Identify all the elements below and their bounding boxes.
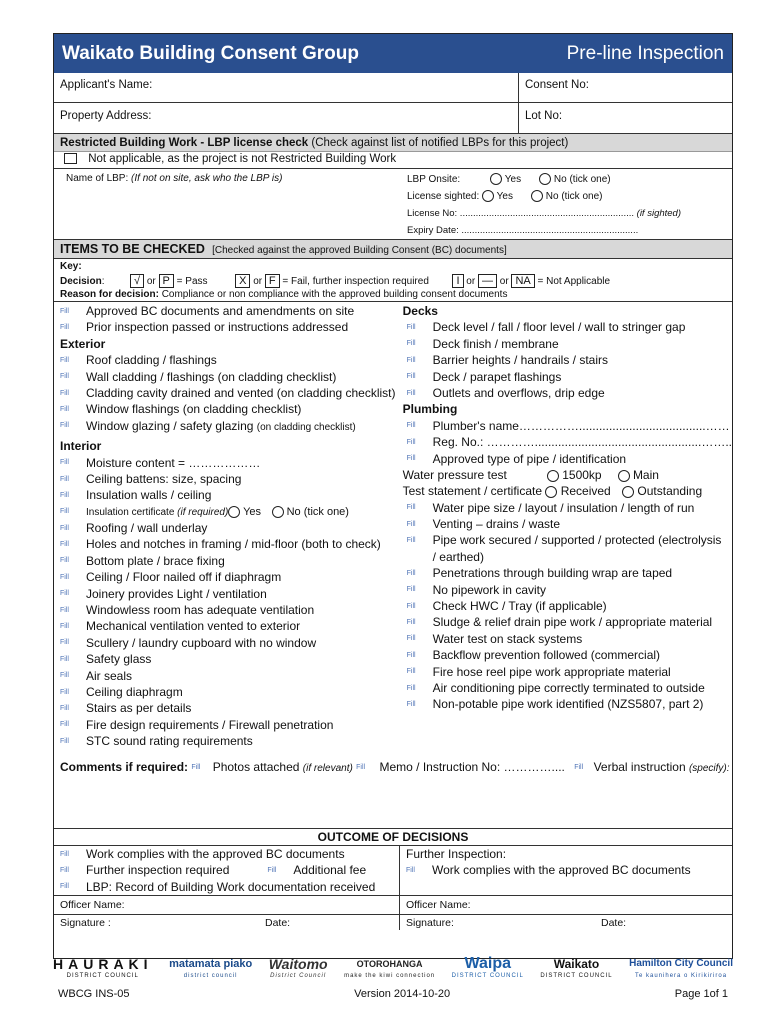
logo-sub: make the kiwi connection [344, 973, 436, 979]
applicant-name-field[interactable] [54, 73, 519, 102]
fill-field[interactable]: Fill [406, 520, 416, 528]
fill-field[interactable]: Fill [60, 623, 69, 631]
item-continuation [403, 549, 732, 565]
i-symbol: I [452, 274, 463, 288]
item-label: Fire hose reel pipe work appropriate material [432, 664, 671, 679]
item-label: Approved BC documents and amendments on site [86, 304, 355, 318]
license-sighted-label: License sighted: [407, 191, 480, 202]
lbp-name-hint: (If not on site, ask who the LBP is) [131, 173, 283, 184]
item-label: Work complies with the approved BC documents [432, 863, 691, 878]
logo-sub: district council [183, 973, 238, 979]
items-note: [Checked against the approved Building Consent (BC) documents] [212, 245, 507, 256]
item-label: Reg. No.: …………..................................................…….. [432, 435, 732, 450]
item-label: Joinery provides Light / ventilation [86, 586, 267, 601]
dash-symbol: — [478, 274, 497, 288]
item-label: Windowless room has adequate ventilation [86, 603, 315, 618]
lot-no-label: Lot No: [525, 110, 563, 122]
fill-field[interactable]: Fill [60, 459, 69, 467]
date-label: Date: [601, 916, 627, 929]
pass-text: = Pass [176, 275, 208, 287]
fill-field[interactable]: Fill [60, 721, 69, 729]
fill-field[interactable]: Fill [60, 422, 69, 430]
item-label: Ceiling / Floor nailed off if diaphragm [86, 570, 282, 585]
item-note: (on cladding checklist) [256, 421, 356, 433]
f-symbol: F [265, 274, 280, 288]
lbp-not-applicable-row [54, 152, 732, 169]
check-item[interactable] [403, 532, 732, 548]
license-sighted-row [407, 188, 732, 205]
item-label: Air conditioning pipe correctly terminated to outside [432, 680, 705, 695]
received-label: Received [560, 484, 611, 499]
pressure-1500kp-radio[interactable] [547, 470, 559, 482]
item-label: Barrier heights / handrails / stairs [432, 353, 609, 368]
fill-field[interactable]: Fill [406, 422, 416, 430]
page-footer [58, 988, 728, 1000]
outstanding-radio[interactable] [622, 486, 634, 498]
or-text: or [146, 275, 156, 287]
item-label: Backflow prevention followed (commercial) [432, 648, 661, 663]
item-label: Deck level / fall / floor level / wall to stringer gap [432, 320, 686, 335]
item-label: Deck / parapet flashings [432, 369, 562, 384]
item-label: Fire design requirements / Firewall penetration [86, 717, 334, 732]
check-item[interactable] [403, 664, 732, 680]
fill-field[interactable]: Fill [60, 491, 69, 499]
logo-text: matamata piako [169, 958, 253, 970]
version-label: Version 2014-10-20 [354, 988, 451, 1000]
fill-field[interactable]: Fill [406, 651, 416, 659]
water-pressure-label: Water pressure test [402, 467, 507, 482]
decision-label: Decision [60, 275, 102, 287]
check-item[interactable] [60, 520, 399, 536]
officer-name-label: Officer Name: [60, 899, 125, 912]
check-item[interactable] [403, 385, 732, 401]
not-applicable-label: Not applicable, as the project is not Restricted Building Work [88, 153, 397, 165]
lbp-name-field[interactable] [54, 169, 399, 239]
item-label: Holes and notches in framing / mid-floor (both to check) [86, 537, 381, 552]
date-label: Date: [265, 917, 291, 930]
address-row [54, 103, 732, 134]
license-no-field[interactable] [407, 205, 732, 222]
check-item[interactable] [60, 651, 399, 667]
fill-field[interactable]: Fill [406, 586, 416, 594]
sighted-yes-label: Yes [496, 191, 513, 202]
hamilton-logo [629, 958, 733, 982]
fill-field[interactable]: Fill [406, 668, 416, 676]
onsite-yes-label: Yes [504, 174, 522, 185]
item-label: Prior inspection passed or instructions addressed [86, 320, 349, 335]
fill-field[interactable]: Fill [60, 867, 69, 875]
applicant-row [54, 73, 732, 103]
logo-text: HAURAKI [53, 956, 153, 972]
expiry-date-field[interactable] [407, 222, 732, 239]
exterior-heading: Exterior [60, 336, 106, 351]
logo-text: Waitomo [268, 956, 328, 972]
fill-field[interactable]: Fill [60, 850, 69, 858]
fill-field[interactable]: Fill [60, 606, 69, 614]
verbal-label: Verbal instruction [593, 760, 686, 774]
additional-fee-label: Additional fee [293, 863, 367, 878]
officer-name-label: Officer Name: [406, 898, 471, 911]
item-label: Roofing / wall underlay [86, 521, 208, 536]
lbp-details-row [54, 169, 732, 240]
outstanding-label: Outstanding [637, 484, 703, 499]
item-label: Ceiling battens: size, spacing [86, 471, 242, 486]
item-label: Outlets and overflows, drip edge [432, 385, 605, 400]
insulation-yes-label: Yes [243, 505, 262, 518]
fill-field[interactable]: Fill [60, 590, 69, 598]
insulation-no-radio[interactable] [272, 506, 284, 518]
right-column [399, 302, 732, 757]
fill-field[interactable]: Fill [406, 324, 416, 332]
check-item[interactable] [403, 565, 732, 581]
item-label: Mechanical ventilation vented to exterior [86, 619, 301, 634]
item-label: Water pipe size / layout / insulation / length of run [432, 500, 695, 515]
lbp-heading [54, 134, 732, 152]
item-label: Ceiling diaphragm [86, 684, 183, 699]
insulation-yes-radio[interactable] [228, 506, 240, 518]
test-statement-item [403, 483, 732, 499]
reason-text: Compliance or non compliance with the approved building consent documents [161, 289, 508, 300]
consent-no-field[interactable] [519, 73, 732, 102]
water-pressure-item [403, 467, 732, 483]
item-label: Stairs as per details [86, 701, 192, 716]
fill-field[interactable]: Fill [60, 883, 69, 891]
check-item[interactable] [60, 553, 399, 569]
fill-field[interactable]: Fill [60, 373, 69, 381]
check-item[interactable] [403, 434, 732, 450]
license-no-label: License No: .................................................................. [407, 208, 635, 219]
or-text: or [499, 275, 509, 287]
specify-note: (specify): [688, 763, 730, 774]
photos-label: Photos attached [212, 760, 300, 774]
fill-field[interactable]: Fill [60, 356, 69, 364]
received-radio[interactable] [545, 486, 557, 498]
check-item[interactable] [403, 319, 732, 335]
check-item[interactable] [403, 582, 732, 598]
check-item[interactable] [403, 631, 732, 647]
fill-field[interactable]: Fill [406, 504, 416, 512]
check-item[interactable] [403, 369, 732, 385]
fill-field[interactable]: Fill [60, 639, 69, 647]
check-item[interactable] [60, 319, 399, 335]
matamata-piako-logo [169, 958, 252, 982]
check-item[interactable] [60, 369, 399, 385]
check-item[interactable] [403, 352, 732, 368]
check-item[interactable] [60, 303, 399, 319]
fill-field[interactable]: Fill [406, 619, 416, 627]
fill-field[interactable]: Fill [406, 389, 416, 397]
pressure-main-label: Main [632, 467, 659, 482]
insulation-no-label: No (tick one) [286, 505, 349, 518]
tick-symbol: √ [130, 274, 144, 288]
item-label: Sludge & relief drain pipe work / appropriate material [432, 615, 713, 630]
check-item[interactable] [60, 684, 399, 700]
onsite-no-radio[interactable] [539, 173, 551, 185]
check-item[interactable] [60, 586, 399, 602]
na-symbol: NA [511, 274, 534, 288]
inspection-type: Pre-line Inspection [566, 42, 724, 64]
property-address-label: Property Address: [60, 110, 152, 122]
item-label: Approved type of pipe / identification [432, 451, 627, 466]
fill-field[interactable]: Fill [60, 524, 69, 532]
applicant-name-label: Applicant's Name: [60, 79, 153, 91]
interior-heading: Interior [60, 439, 102, 454]
if-required-note: (if required) [177, 506, 229, 518]
check-item[interactable] [60, 733, 399, 749]
fill-field[interactable]: Fill [60, 507, 69, 515]
fill-field[interactable]: Fill [191, 764, 201, 772]
sighted-no-radio[interactable] [531, 190, 543, 202]
fill-field[interactable]: Fill [406, 635, 416, 643]
check-item[interactable] [60, 635, 399, 651]
page-number: Page 1of 1 [674, 988, 728, 1000]
checklist [54, 302, 732, 757]
further-inspection-label: Further Inspection: [406, 847, 507, 861]
outcome-further[interactable] [60, 862, 399, 878]
key-block [54, 259, 732, 302]
item-label: Penetrations through building wrap are taped [432, 566, 673, 581]
logo-text: Hamilton City Council [629, 958, 733, 969]
check-item[interactable] [60, 455, 399, 471]
items-header [54, 240, 732, 259]
item-label: STC sound rating requirements [86, 734, 253, 749]
fill-field[interactable]: Fill [574, 764, 584, 772]
check-item[interactable] [60, 471, 399, 487]
left-column [54, 302, 399, 757]
if-sighted-note: (if sighted) [636, 208, 682, 219]
lbp-heading-note: (Check against list of notified LBPs for this project) [311, 137, 569, 149]
item-label: Water test on stack systems [432, 631, 583, 646]
fill-field[interactable]: Fill [406, 438, 416, 446]
fill-field[interactable]: Fill [60, 541, 69, 549]
form-code: WBCG INS-05 [58, 988, 130, 1000]
reason-label: Reason for decision: [60, 289, 159, 300]
check-item[interactable] [60, 487, 399, 503]
item-label: Bottom plate / brace fixing [86, 553, 225, 568]
inspection-form [53, 33, 733, 959]
fill-field[interactable]: Fill [406, 455, 416, 463]
fail-text: = Fail, further inspection required [282, 275, 429, 287]
check-item[interactable] [403, 614, 732, 630]
fill-field[interactable]: Fill [60, 475, 69, 483]
item-label: Pipe work secured / supported / protected (electrolysis [432, 533, 722, 548]
not-applicable-checkbox[interactable] [64, 153, 77, 164]
hauraki-logo [53, 958, 153, 982]
comments-label: Comments if required: [60, 760, 189, 774]
pressure-1500kp-label: 1500kp [562, 467, 602, 482]
sighted-no-label: No (tick one) [545, 191, 603, 202]
item-label: Window glazing / safety glazing [86, 418, 254, 433]
sighted-yes-radio[interactable] [482, 190, 494, 202]
fill-field[interactable]: Fill [60, 688, 69, 696]
logo-sub: Te kaunihera o Kirikiriroa [635, 973, 728, 979]
outcome-lbp-record[interactable] [60, 879, 399, 895]
test-statement-label: Test statement / certificate [402, 484, 542, 499]
onsite-no-label: No (tick one) [553, 174, 611, 185]
item-label: / earthed) [432, 549, 484, 564]
outcome-title: OUTCOME OF DECISIONS [54, 829, 732, 846]
outcome-complies-2[interactable] [406, 862, 732, 878]
fill-field[interactable]: Fill [60, 705, 69, 712]
lot-no-field[interactable] [519, 103, 732, 133]
waitomo-logo [269, 958, 328, 982]
item-label: Non-potable pipe work identified (NZS5807, part 2) [432, 697, 704, 712]
check-item[interactable] [403, 680, 732, 696]
lbp-name-label: Name of LBP: [66, 173, 129, 184]
outcome-complies[interactable] [60, 846, 399, 862]
fill-field[interactable]: Fill [60, 557, 69, 565]
signature-label: Signature : [60, 917, 111, 930]
check-item[interactable] [403, 696, 732, 712]
consent-no-label: Consent No: [525, 79, 589, 91]
onsite-yes-radio[interactable] [490, 173, 502, 185]
signature-label: Signature: [406, 916, 454, 929]
outcome-left [54, 846, 400, 930]
lbp-heading-bold: Restricted Building Work - LBP license check [60, 137, 309, 149]
item-label: Check HWC / Tray (if applicable) [432, 599, 607, 614]
signature-row-2[interactable] [400, 914, 732, 932]
item-label: Deck finish / membrane [432, 336, 559, 351]
fill-field[interactable]: Fill [406, 569, 416, 577]
item-label: Scullery / laundry cupboard with no window [86, 635, 317, 650]
check-item[interactable] [60, 668, 399, 684]
check-item[interactable] [60, 618, 399, 634]
check-item[interactable] [403, 516, 732, 532]
fill-field[interactable]: Fill [60, 405, 69, 413]
fill-field[interactable]: Fill [60, 389, 69, 397]
otorohanga-logo [344, 958, 435, 982]
check-item[interactable] [60, 700, 399, 716]
waikato-logo [540, 958, 612, 982]
pressure-main-radio[interactable] [618, 470, 630, 482]
logo-text: Waipa [464, 955, 511, 972]
item-label: Insulation certificate [86, 506, 175, 518]
decision-key: Decision: √ or P = Pass X or F = Fail, further inspection required I or — or NA = Not Applicable [60, 274, 611, 287]
item-label: No pipework in cavity [432, 582, 546, 597]
fill-field[interactable]: Fill [60, 307, 69, 315]
form-title: Waikato Building Consent Group [62, 42, 359, 64]
item-label: Safety glass [86, 652, 152, 667]
fill-field[interactable]: Fill [406, 356, 416, 364]
plumbing-heading: Plumbing [402, 402, 458, 417]
fill-field[interactable]: Fill [60, 672, 69, 680]
fill-field[interactable]: Fill [267, 867, 277, 875]
fill-field[interactable]: Fill [406, 537, 416, 545]
check-item[interactable] [403, 336, 732, 352]
item-label: Wall cladding / flashings (on cladding checklist) [86, 369, 337, 384]
item-label: LBP: Record of Building Work documentation received [86, 879, 376, 894]
check-item[interactable] [60, 717, 399, 733]
x-symbol: X [235, 274, 250, 288]
item-label: Further inspection required [86, 863, 230, 878]
form-header [54, 34, 732, 73]
if-relevant-note: (if relevant) [302, 763, 353, 774]
fill-field[interactable]: Fill [60, 573, 69, 581]
logo-sub: DISTRICT COUNCIL [66, 973, 139, 979]
property-address-field[interactable] [54, 103, 519, 133]
check-item[interactable] [403, 598, 732, 614]
check-item[interactable] [60, 569, 399, 585]
fill-field[interactable]: Fill [406, 701, 416, 708]
logo-sub: DISTRICT COUNCIL [451, 973, 524, 979]
expiry-date-label: Expiry Date: ................................................................... [407, 225, 639, 236]
decks-heading: Decks [402, 304, 438, 318]
item-label: Work complies with the approved BC documents [86, 847, 345, 861]
check-item[interactable] [60, 418, 399, 434]
check-item[interactable] [60, 385, 399, 401]
item-label: Air seals [86, 668, 133, 683]
logo-text: OTOROHANGA [356, 959, 423, 969]
check-item[interactable] [60, 536, 399, 552]
item-label: Insulation walls / ceiling [86, 488, 212, 503]
p-symbol: P [159, 274, 174, 288]
check-item[interactable] [403, 418, 732, 434]
check-item[interactable] [60, 602, 399, 618]
fill-field[interactable]: Fill [406, 340, 416, 348]
logo-sub: DISTRICT COUNCIL [540, 973, 613, 979]
fill-field[interactable]: Fill [406, 684, 416, 692]
check-item[interactable] [60, 401, 399, 417]
na-text: = Not Applicable [537, 275, 611, 287]
item-label: Plumber's name……………......................................…… [432, 418, 730, 433]
fill-field[interactable]: Fill [406, 867, 415, 875]
or-text: or [253, 275, 263, 287]
check-item[interactable] [403, 500, 732, 516]
item-label: Cladding cavity drained and vented (on cladding checklist) [86, 385, 396, 400]
lbp-onsite-label: LBP Onsite: [407, 174, 461, 185]
item-label: Venting – drains / waste [432, 517, 561, 532]
fill-field[interactable]: Fill [60, 737, 69, 745]
logo-sub: District Council [270, 973, 327, 979]
item-label: Roof cladding / flashings [86, 353, 217, 368]
key-label: Key: [60, 261, 82, 272]
officer-name-field[interactable] [54, 895, 399, 914]
comments-section[interactable] [54, 757, 732, 829]
officer-name-field-2[interactable] [400, 895, 732, 914]
fill-field[interactable]: Fill [356, 764, 366, 772]
check-item[interactable] [60, 352, 399, 368]
reason-key [60, 288, 726, 302]
outcome-right [400, 846, 732, 930]
check-item[interactable] [403, 647, 732, 663]
check-item[interactable] [403, 451, 732, 467]
waipa-logo [451, 955, 524, 982]
item-label: Moisture content = ……………… [86, 455, 261, 470]
items-title: ITEMS TO BE CHECKED [60, 242, 205, 256]
fill-field[interactable]: Fill [60, 324, 69, 332]
insulation-cert-item[interactable] [60, 504, 399, 520]
lbp-license-block [399, 169, 732, 239]
lbp-onsite-row [407, 171, 732, 188]
signature-row[interactable] [54, 914, 399, 932]
memo-label: Memo / Instruction No: ………….... [379, 760, 565, 774]
item-label: Window flashings (on cladding checklist) [86, 402, 302, 417]
fill-field[interactable]: Fill [406, 373, 416, 381]
fill-field[interactable]: Fill [406, 602, 416, 610]
fill-field[interactable]: Fill [60, 655, 69, 663]
outcome-section [54, 846, 732, 930]
logo-text: Waikato [553, 957, 600, 971]
or-text: or [466, 275, 476, 287]
